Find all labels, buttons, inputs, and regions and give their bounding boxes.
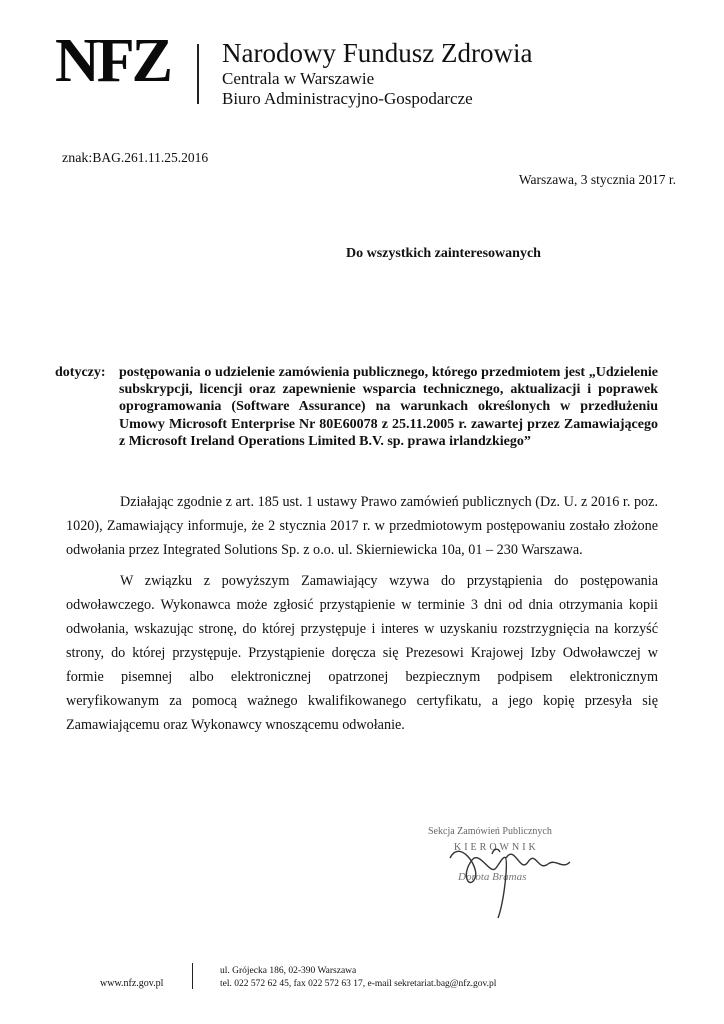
reference-label: znak:	[62, 151, 93, 166]
reference-value: BAG.261.11.25.2016	[92, 150, 209, 165]
footer-address: ul. Grójecka 186, 02-390 Warszawa	[220, 966, 357, 976]
org-subtitle-1: Centrala w Warszawie	[222, 69, 375, 89]
body-paragraph-1: Działając zgodnie z art. 185 ust. 1 ustawy Prawo zamówień publicznych (Dz. U. z 2016 r. poz. 1020), Zamawiający informuje, że 2 stycznia 2017 r. w przedmiotowym postępowaniu zostało złożone odwołania przez Integrated Solutions Sp. z o.o. ul. Skierniewicka 10a, 01 – 230 Warszawa.	[66, 494, 658, 558]
body-paragraph-2: W związku z powyższym Zamawiający wzywa do przystąpienia do postępowania odwoławczego. Wykonawca może zgłosić przystąpienie w terminie 3 dni od dnia otrzymania kopii odwołania, wskazując stronę, do której przystępuje i interes w uzyskaniu rozstrzygnięcia na korzyść strony, do której przystępuje. Przystąpienie doręcza się Prezesowi Krajowej Izby Odwoławczej w formie pisemnej albo elektronicznej opatrzonej bezpiecznym podpisem elektronicznym weryfikowanym za pomocą ważnego kwalifikowanego certyfikatu, a jego kopię przesyła się Zamawiającemu oraz Wykonawcy wnoszącemu odwołanie.	[66, 573, 658, 733]
nfz-logo: NFZ	[55, 27, 170, 95]
stamp-line-2: KIEROWNIK	[454, 842, 539, 853]
subject-label: dotyczy:	[55, 365, 106, 380]
letter-body	[66, 490, 658, 744]
handwritten-signature	[450, 849, 570, 918]
document-date: Warszawa, 3 stycznia 2017 r.	[518, 172, 676, 187]
stamp-line-1: Sekcja Zamówień Publicznych	[428, 826, 552, 837]
addressee: Do wszystkich zainteresowanych	[346, 246, 541, 261]
signature-stamp	[420, 818, 600, 928]
footer-website: www.nfz.gov.pl	[100, 978, 164, 989]
footer-contact	[220, 965, 496, 991]
organization-header	[222, 38, 532, 108]
footer-phone-email: tel. 022 572 62 45, fax 022 572 63 17, e-mail sekretariat.bag@nfz.gov.pl	[220, 979, 497, 989]
header-divider	[197, 44, 199, 104]
subject-block	[55, 364, 658, 450]
stamp-line-3: Dorota Bramas	[458, 871, 527, 883]
subject-text: postępowania o udzielenie zamówienia publicznego, którego przedmiotem jest „Udzielenie subskrypcji, licencji oraz zapewnienie wsparcia technicznego, aktualizacji i poprawek oprogramowania (Software Assurance) na warunkach określonych w przedłużeniu Umowy Microsoft Enterprise Nr 80E60078 z 25.11.2005 r. zawartej przez Zamawiającego z Microsoft Ireland Operations Limited B.V. sp. prawa irlandzkiego”	[119, 365, 658, 449]
org-name: Narodowy Fundusz Zdrowia	[222, 38, 533, 68]
org-subtitle-2: Biuro Administracyjno-Gospodarcze	[222, 88, 473, 108]
footer-divider	[192, 963, 193, 989]
reference-number	[62, 150, 208, 167]
